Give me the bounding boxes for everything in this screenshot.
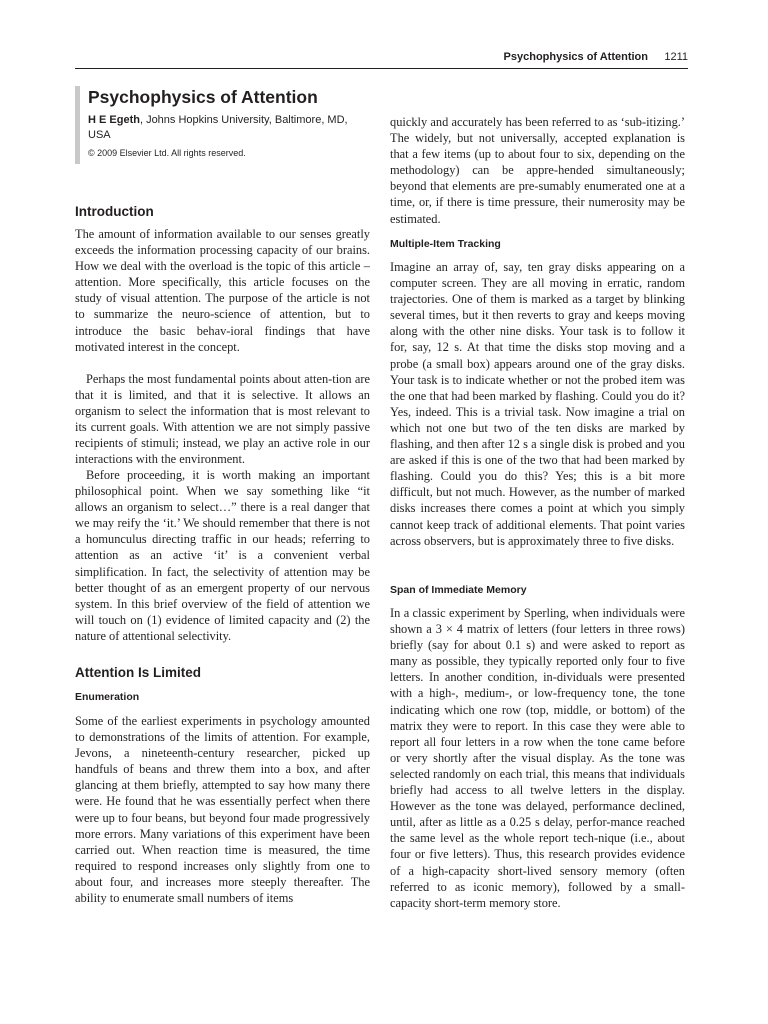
article-header bbox=[75, 86, 370, 164]
copyright-notice: © 2009 Elsevier Ltd. All rights reserved. bbox=[88, 148, 246, 158]
introduction-paragraph-2: Perhaps the most fundamental points about atten-tion are that it is limited, and that it is selective. It allows an organism to select the information that is most relevant to its current goals. With attention we are not simply passive recipients of stimuli; instead, we play an active role in our interactions with the environment. bbox=[75, 372, 370, 467]
byline bbox=[88, 113, 370, 143]
introduction-heading: Introduction bbox=[75, 204, 154, 219]
author-affiliation: , Johns Hopkins University, Baltimore, MD, USA bbox=[88, 114, 348, 141]
introduction-paragraph-1: The amount of information available to our senses greatly exceeds the information processing capacity of our brains. How we deal with the overload is the topic of this article – attention. More specifically, this article focuses on the study of visual attention. The purpose of the article is not to summarize the neuro-science of attention, but to introduce the basic behav-ioral findings that have motivated interest in the concept. bbox=[75, 227, 370, 354]
article-title: Psychophysics of Attention bbox=[88, 87, 318, 107]
attention-limited-heading: Attention Is Limited bbox=[75, 665, 201, 680]
multiple-item-tracking-heading: Multiple-Item Tracking bbox=[390, 238, 501, 250]
enumeration-paragraph-continued: quickly and accurately has been referred to as ‘sub-itizing.’ The widely, but not universally, accepted explanation is that a few items (up to about four to six, depending on the methodology) can be appre-hended simultaneously; beyond that elements are pre-sumably enumerated one at a time, or, if there is time pressure, their numerosity may be estimated. bbox=[390, 115, 685, 226]
span-of-immediate-memory-heading: Span of Immediate Memory bbox=[390, 584, 527, 596]
span-of-immediate-memory-paragraph: In a classic experiment by Sperling, when individuals were shown a 3 × 4 matrix of letters (four letters in three rows) briefly (say for about 0.1 s) and were asked to report as many as possible, they typically reported only four to five letters. In another condition, in-dividuals were presented with a high-, medium-, or low-frequency tone, the tone indicating which one row (top, middle, or bottom) of the matrix they were to report. In this case they were able to report all four letters in a row when the tone came before or very shortly after the visual display. As the tone was selected randomly on each trial, this means that individuals briefly had access to all twelve letters in the display. However as the tone was delayed, performance declined, until, after as little as a 0.25 s delay, perfor-mance reached the same level as the whole report tech-nique (i.e., about four or five letters). Thus, this research provides evidence of a high-capacity short-lived sensory memory (often referred to as iconic memory), followed by a small-capacity short-term memory store. bbox=[390, 606, 685, 910]
enumeration-paragraph: Some of the earliest experiments in psychology amounted to demonstrations of the limits of attention. For example, Jevons, a nineteenth-century researcher, picked up handfuls of beans and threw them into a box, and after glancing at them briefly, attempted to say how many there were. He found that he was essentially perfect when there were up to four beans, but beyond four made progressively more errors. Many variations of this experiment have been carried out. When reaction time is measured, the time required to respond increases only slightly from one to about four, and increases more steeply thereafter. The ability to enumerate small numbers of items bbox=[75, 714, 370, 906]
author-name: H E Egeth bbox=[88, 114, 140, 126]
introduction-paragraph-3: Before proceeding, it is worth making an important philosophical point. When we say something like “it allows an organism to select…” there is a real danger that we may reify the ‘it.’ We should remember that there is not a homunculus directing traffic in our heads; referring to attention as an active ‘it’ is a convenient verbal simplification. In fact, the selectivity of attention may be better thought of as an emergent property of our nervous system. In this brief overview of the field of attention we will touch on (1) evidence of limited capacity and (2) the nature of attentional selectivity. bbox=[75, 468, 370, 643]
running-head-title: Psychophysics of Attention bbox=[503, 51, 648, 63]
enumeration-heading: Enumeration bbox=[75, 691, 140, 703]
multiple-item-tracking-paragraph: Imagine an array of, say, ten gray disks appearing on a computer screen. They are all moving in erratic, random trajectories. One of them is marked as a target by blinking several times, but it then reverts to gray and keeps moving along with the other nine disks. Your task is to follow it for, say, 12 s. At that time the disks stop moving and a probe (a small box) appears around one of the gray disks. Your task is to indicate whether or not the probed item was the one that had been marked by flashing. Could you do it? Yes, indeed. This is a trivial task. Now imagine a trial on which not one but two of the ten disks are marked by flashing, and then after 12 s a single disk is probed and you are asked if this is one of the two that had been marked by flashing. Could you do this? Yes; this is a bit more difficult, but not much. However, as the number of marked disks increases there comes a point at which you simply cannot keep track of additional elements. That point varies across observers, but is approximately three to five disks. bbox=[390, 260, 685, 548]
running-head bbox=[75, 46, 688, 69]
page-number: 1211 bbox=[664, 51, 688, 63]
